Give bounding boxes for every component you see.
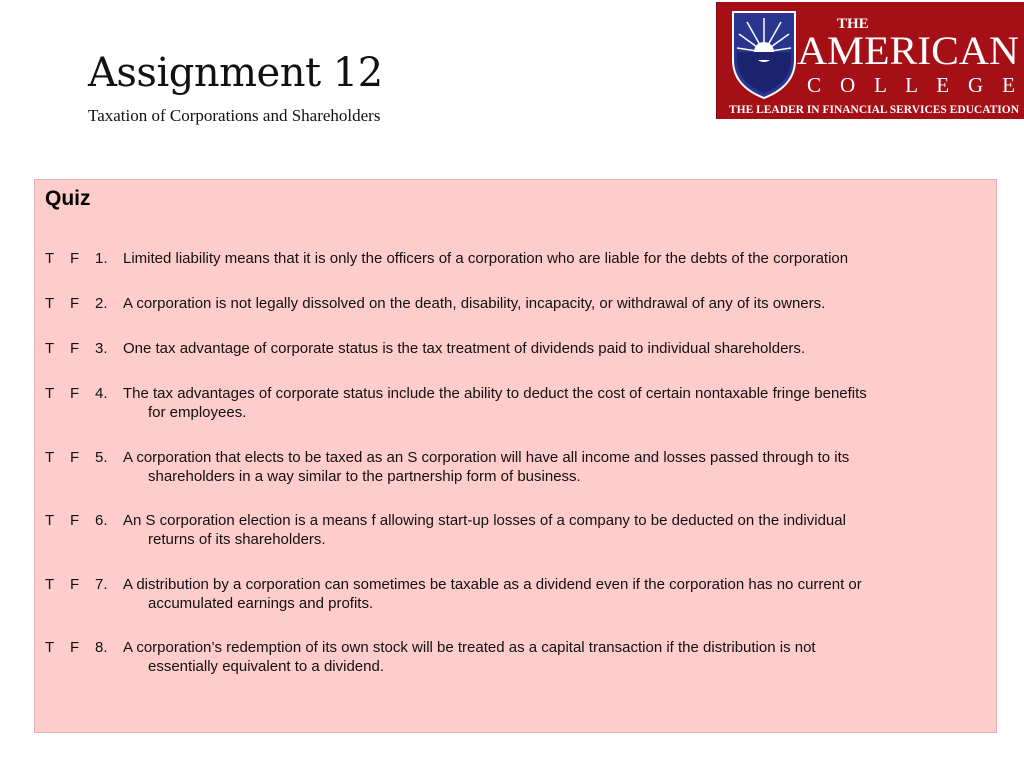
quiz-question-1 — [45, 250, 980, 269]
true-option[interactable]: T — [45, 340, 55, 357]
page-title: Assignment 12 — [88, 50, 383, 96]
true-option[interactable]: T — [45, 512, 55, 529]
question-text: A corporation is not legally dissolved on the death, disability, incapacity, or withdrawal of any of its owners. — [123, 295, 826, 312]
logo-american-text: AMERICAN — [797, 28, 1019, 73]
question-number: 6. — [95, 512, 108, 529]
shield-icon — [733, 12, 795, 98]
logo-college-text: C O L L E G E — [807, 73, 1015, 97]
question-number: 1. — [95, 250, 108, 267]
logo-tagline-text: THE LEADER IN FINANCIAL SERVICES EDUCATION — [729, 104, 1020, 116]
quiz-question-8 — [45, 639, 980, 676]
college-logo-graphic — [717, 2, 1024, 119]
question-number: 7. — [95, 576, 108, 593]
question-text: An S corporation election is a means f allowing start-up losses of a company to be deducted on the individual — [123, 512, 846, 529]
question-text: One tax advantage of corporate status is the tax treatment of dividends paid to individual shareholders. — [123, 340, 806, 357]
false-option[interactable]: F — [70, 512, 80, 529]
page-subtitle: Taxation of Corporations and Shareholders — [88, 106, 381, 125]
question-text-continued: returns of its shareholders. — [148, 530, 326, 548]
question-text-continued: accumulated earnings and profits. — [148, 594, 374, 612]
false-option[interactable]: F — [70, 385, 80, 402]
true-option[interactable]: T — [45, 449, 55, 466]
quiz-question-6 — [45, 512, 980, 549]
quiz-question-3 — [45, 340, 980, 359]
question-text: The tax advantages of corporate status include the ability to deduct the cost of certain nontaxable fringe benefits — [123, 385, 867, 402]
true-option[interactable]: T — [45, 250, 55, 267]
question-text-continued: for employees. — [148, 403, 247, 421]
quiz-question-2 — [45, 295, 980, 314]
true-option[interactable]: T — [45, 576, 55, 593]
question-text: Limited liability means that it is only the officers of a corporation who are liable for the debts of the corporation — [123, 250, 849, 267]
true-option[interactable]: T — [45, 295, 55, 312]
false-option[interactable]: F — [70, 576, 80, 593]
question-number: 8. — [95, 639, 108, 656]
false-option[interactable]: F — [70, 295, 80, 312]
false-option[interactable]: F — [70, 449, 80, 466]
question-text-continued: shareholders in a way similar to the partnership form of business. — [148, 467, 581, 485]
question-number: 3. — [95, 340, 108, 357]
false-option[interactable]: F — [70, 639, 80, 656]
quiz-question-7 — [45, 576, 980, 613]
question-text: A corporation that elects to be taxed as an S corporation will have all income and losses passed through to its — [123, 449, 850, 466]
question-text: A corporation’s redemption of its own stock will be treated as a capital transaction if the distribution is not — [123, 639, 816, 656]
true-option[interactable]: T — [45, 639, 55, 656]
college-logo — [716, 2, 1024, 119]
quiz-question-4 — [45, 385, 980, 422]
question-number: 4. — [95, 385, 108, 402]
true-option[interactable]: T — [45, 385, 55, 402]
quiz-question-5 — [45, 449, 980, 486]
question-text: A distribution by a corporation can sometimes be taxable as a dividend even if the corporation has no current or — [123, 576, 862, 593]
false-option[interactable]: F — [70, 340, 80, 357]
logo-the-text: THE — [837, 16, 869, 32]
quiz-panel — [34, 179, 997, 733]
quiz-heading: Quiz — [45, 187, 91, 210]
false-option[interactable]: F — [70, 250, 80, 267]
question-number: 5. — [95, 449, 108, 466]
question-text-continued: essentially equivalent to a dividend. — [148, 657, 384, 675]
question-number: 2. — [95, 295, 108, 312]
